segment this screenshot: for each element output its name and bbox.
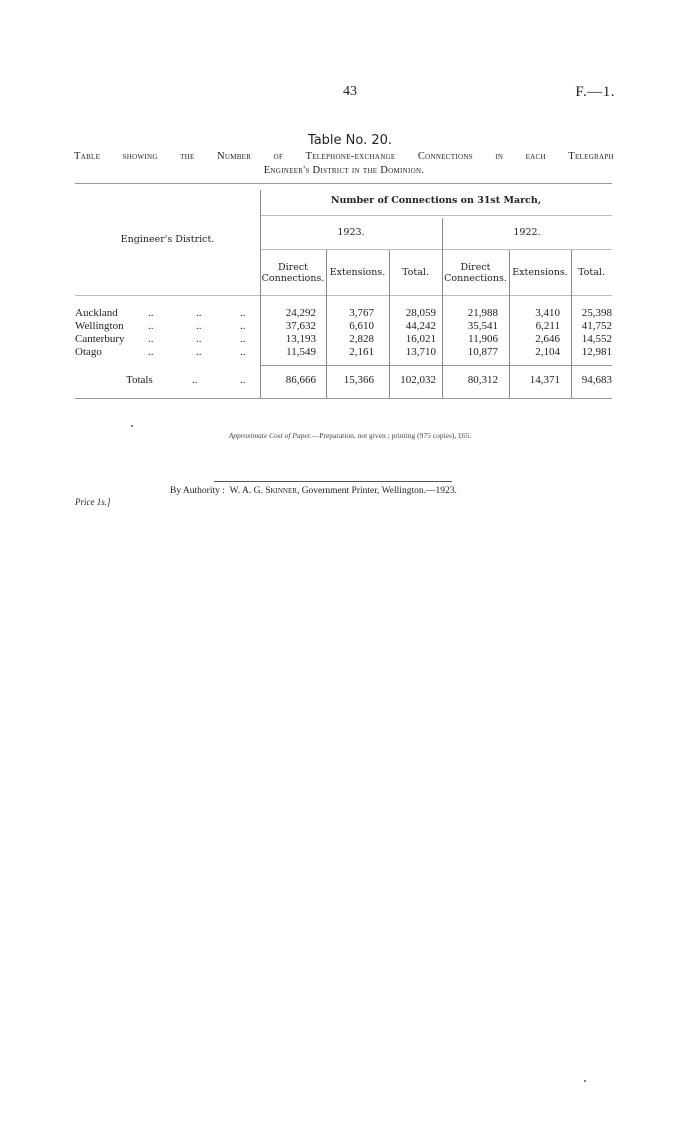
table-cell: 41,752 [581,320,612,332]
authority-rule [214,481,452,482]
table-cell: 6,610 [349,320,374,332]
year-header-1923: 1923. [337,227,365,238]
leader-dots: .. [240,374,246,386]
leader-dots: .. [192,374,198,386]
subheader-direct-1923 [260,262,326,284]
printer-authority [170,486,457,496]
leader-dots: .. [240,346,246,358]
caption-word: Connections [417,151,473,162]
leader-dots: .. [240,307,246,319]
totals-cell: 94,683 [581,374,612,386]
subheader-extensions-1922: Extensions. [512,267,568,278]
table-cell: 14,552 [581,333,612,345]
table-cell: 21,988 [467,307,498,319]
leader-dots: .. [240,320,246,332]
caption-line-1 [74,150,614,164]
document-reference: F.—1. [575,84,615,100]
totals-label: Totals [126,374,153,386]
totals-cell: 102,032 [400,374,436,386]
totals-cell: 86,666 [285,374,316,386]
caption-word: Number [216,151,252,162]
ink-speck [584,1080,586,1082]
table-cell: 11,906 [468,333,498,345]
row-label-auckland: Auckland [75,307,118,319]
caption-word: Table [74,151,101,162]
subheader-text: Direct [278,262,308,273]
subheader-direct-1922 [442,262,509,284]
table-cell: 12,981 [581,346,612,358]
subheader-total-1923: Total. [402,267,429,278]
table-cell: 6,211 [535,320,560,332]
table-cell: 24,292 [285,307,316,319]
column-divider [442,218,443,398]
leader-dots: .. [148,346,154,358]
caption-word: in [495,151,504,162]
group-rule [260,215,612,216]
table-cell: 2,161 [349,346,374,358]
table-caption [74,150,614,178]
subheader-total-1922: Total. [578,267,605,278]
column-divider [260,190,261,398]
subheader-extensions-1923: Extensions. [329,267,386,278]
leader-dots: .. [196,346,202,358]
table-cell: 28,059 [405,307,436,319]
row-label-otago: Otago [75,346,102,358]
caption-word: the [180,151,195,162]
caption-word: of [273,151,284,162]
authority-prefix: By Authority : [170,486,225,496]
table-cell: 2,828 [349,333,374,345]
table-cell: 44,242 [405,320,436,332]
leader-dots: .. [240,333,246,345]
totals-cell: 14,371 [529,374,560,386]
totals-rule [260,365,612,366]
leader-dots: .. [148,320,154,332]
table-cell: 10,877 [467,346,498,358]
table-cell: 13,193 [285,333,316,345]
row-label-canterbury: Canterbury [75,333,125,345]
table-cell: 37,632 [285,320,316,332]
leader-dots: .. [148,333,154,345]
totals-cell: 15,366 [343,374,374,386]
ink-speck [131,425,133,427]
subheader-text: Connections. [444,273,507,284]
column-header-district: Engineer's District. [120,234,215,245]
leader-dots: .. [196,307,202,319]
leader-dots: .. [196,320,202,332]
leader-dots: .. [148,307,154,319]
price-note: Price 1s.] [75,497,111,507]
table-cell: 16,021 [405,333,436,345]
subheader-text: Connections. [261,273,325,284]
column-header-group: Number of Connections on 31st March, [330,195,542,206]
cost-of-paper-note [0,431,700,440]
page-number: 43 [343,84,357,99]
table-bottom-rule [75,398,612,399]
year-rule [260,249,612,250]
table-cell: 13,710 [405,346,436,358]
caption-word: showing [122,151,158,162]
table-cell: 2,646 [535,333,560,345]
table-cell: 2,104 [535,346,560,358]
caption-word: Telephone-exchange [305,151,396,162]
year-header-1922: 1922. [513,227,541,238]
caption-word: each [525,151,546,162]
table-cell: 11,549 [286,346,316,358]
authority-name: W. A. G. Skinner [229,486,297,496]
header-bottom-rule [75,295,612,296]
subheader-text: Direct [460,262,491,273]
table-cell: 3,410 [535,307,560,319]
table-cell: 3,767 [349,307,374,319]
table-top-rule [75,183,612,184]
caption-line-2: Engineer's District in the Dominion. [263,165,425,176]
caption-word: Telegraph [568,151,614,162]
table-cell: 25,398 [581,307,612,319]
table-cell: 35,541 [467,320,498,332]
totals-cell: 80,312 [467,374,498,386]
authority-suffix: , Government Printer, Wellington.—1923. [296,486,457,496]
leader-dots: .. [196,333,202,345]
cost-text: —Preparation, not given ; printing (975 copies), £65. [311,431,472,440]
cost-label: Approximate Cost of Paper. [228,431,312,440]
table-title: Table No. 20. [307,133,393,148]
row-label-wellington: Wellington [75,320,124,332]
